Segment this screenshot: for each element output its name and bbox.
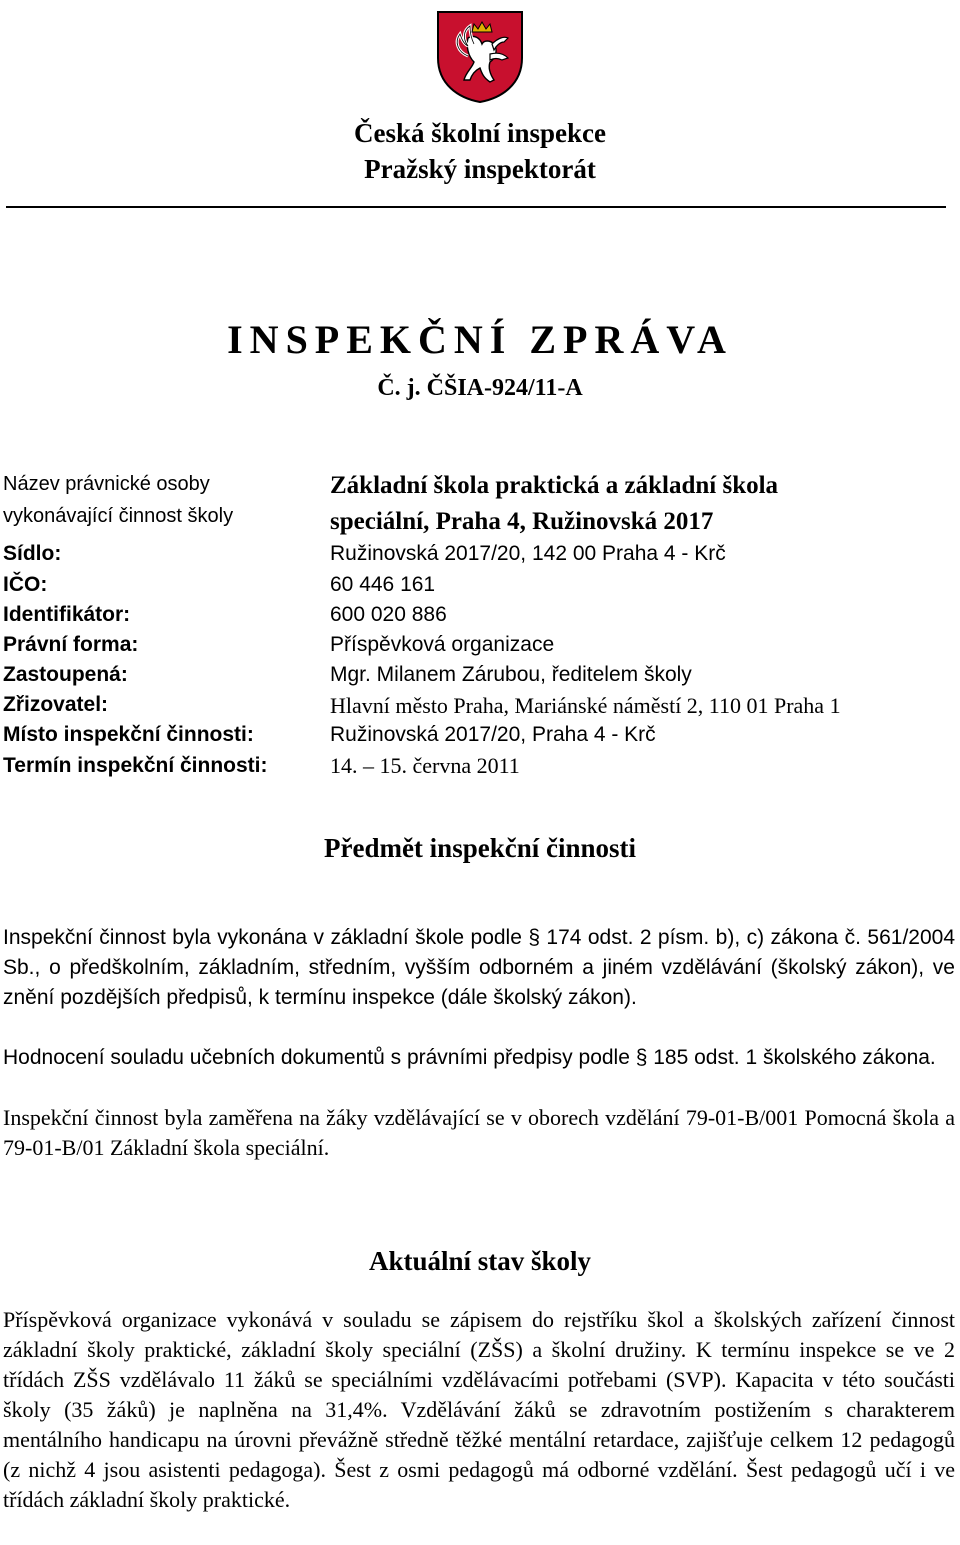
ico-value: 60 446 161 xyxy=(330,573,436,596)
represented-value: Mgr. Milanem Zárubou, ředitelem školy xyxy=(330,663,692,686)
identifier-value: 600 020 886 xyxy=(330,603,447,626)
seat-label: Sídlo: xyxy=(3,542,62,565)
place-label: Místo inspekční činnosti: xyxy=(3,723,254,746)
school-name-line2: speciální, Praha 4, Ružinovská 2017 xyxy=(330,508,714,535)
subject-paragraph-3: Inspekční činnost byla zaměřena na žáky vzdělávající se v oborech vzdělání 79-01-B/001 Pomocná škola a 79-01-B/01 Základní škola speciální. xyxy=(3,1105,955,1160)
report-reference: Č. j. ČŠIA-924/11-A xyxy=(377,375,583,401)
current-state-paragraph: Příspěvková organizace vykonává v souladu se zápisem do rejstříku škol a školských zařízení činnost základní školy praktické, základní školy speciální (ZŠS) a školní družiny. K termínu inspekce se ve 2 třídách ZŠS vzdělávalo 11 žáků se speciálními vzdělávacími potřebami (SVP). Kapacita v této součásti školy (35 žáků) je naplněna na 31,4%. Vzdělávání žáků se zdravotním postižením s charakterem mentálního handicapu na úrovni převážně středně těžké mentální retardace, zajišťuje celkem 12 pedagogů (z nichž 4 jsou asistenti pedagoga). Šest z osmi pedagogů má odborné vzdělání. Šest pedagogů učí i ve třídách základní školy praktické. xyxy=(3,1307,955,1512)
date-label: Termín inspekční činnosti: xyxy=(3,754,268,777)
seat-value: Ružinovská 2017/20, 142 00 Praha 4 - Krč xyxy=(330,542,726,565)
founder-label: Zřizovatel: xyxy=(3,693,109,716)
report-title: INSPEKČNÍ ZPRÁVA xyxy=(227,317,733,362)
subject-heading: Předmět inspekční činnosti xyxy=(323,833,636,863)
legal-form-label: Právní forma: xyxy=(3,633,139,656)
subject-paragraph-1: Inspekční činnost byla vykonána v základní škole podle § 174 odst. 2 písm. b), c) zákona č. 561/2004 Sb., o předškolním, základním, středním, vyšším odborném a jiném vzdělávání (školský zákon), ve znění pozdějších předpisů, k termínu inspekce (dále školský zákon). xyxy=(3,926,955,1009)
founder-value: Hlavní město Praha, Mariánské náměstí 2, 110 01 Praha 1 xyxy=(330,693,841,718)
represented-label: Zastoupená: xyxy=(3,663,128,686)
organization-name: Česká školní inspekce xyxy=(353,118,607,148)
inspectorate-name: Pražský inspektorát xyxy=(364,154,596,184)
ico-label: IČO: xyxy=(3,573,48,596)
school-name-line1: Základní škola praktická a základní škola xyxy=(330,472,779,499)
place-value: Ružinovská 2017/20, Praha 4 - Krč xyxy=(330,723,656,746)
date-value: 14. – 15. června 2011 xyxy=(330,753,520,778)
header-divider xyxy=(6,206,946,208)
current-state-heading: Aktuální stav školy xyxy=(368,1246,592,1276)
identifier-label: Identifikátor: xyxy=(3,603,131,626)
name-label-line2: vykonávající činnost školy xyxy=(3,505,234,527)
name-label-line1: Název právnické osoby xyxy=(3,473,210,495)
legal-form-value: Příspěvková organizace xyxy=(330,633,555,656)
czech-coat-of-arms-icon xyxy=(432,8,528,104)
subject-paragraph-2: Hodnocení souladu učebních dokumentů s právními předpisy podle § 185 odst. 1 školského zákona. xyxy=(3,1046,936,1069)
